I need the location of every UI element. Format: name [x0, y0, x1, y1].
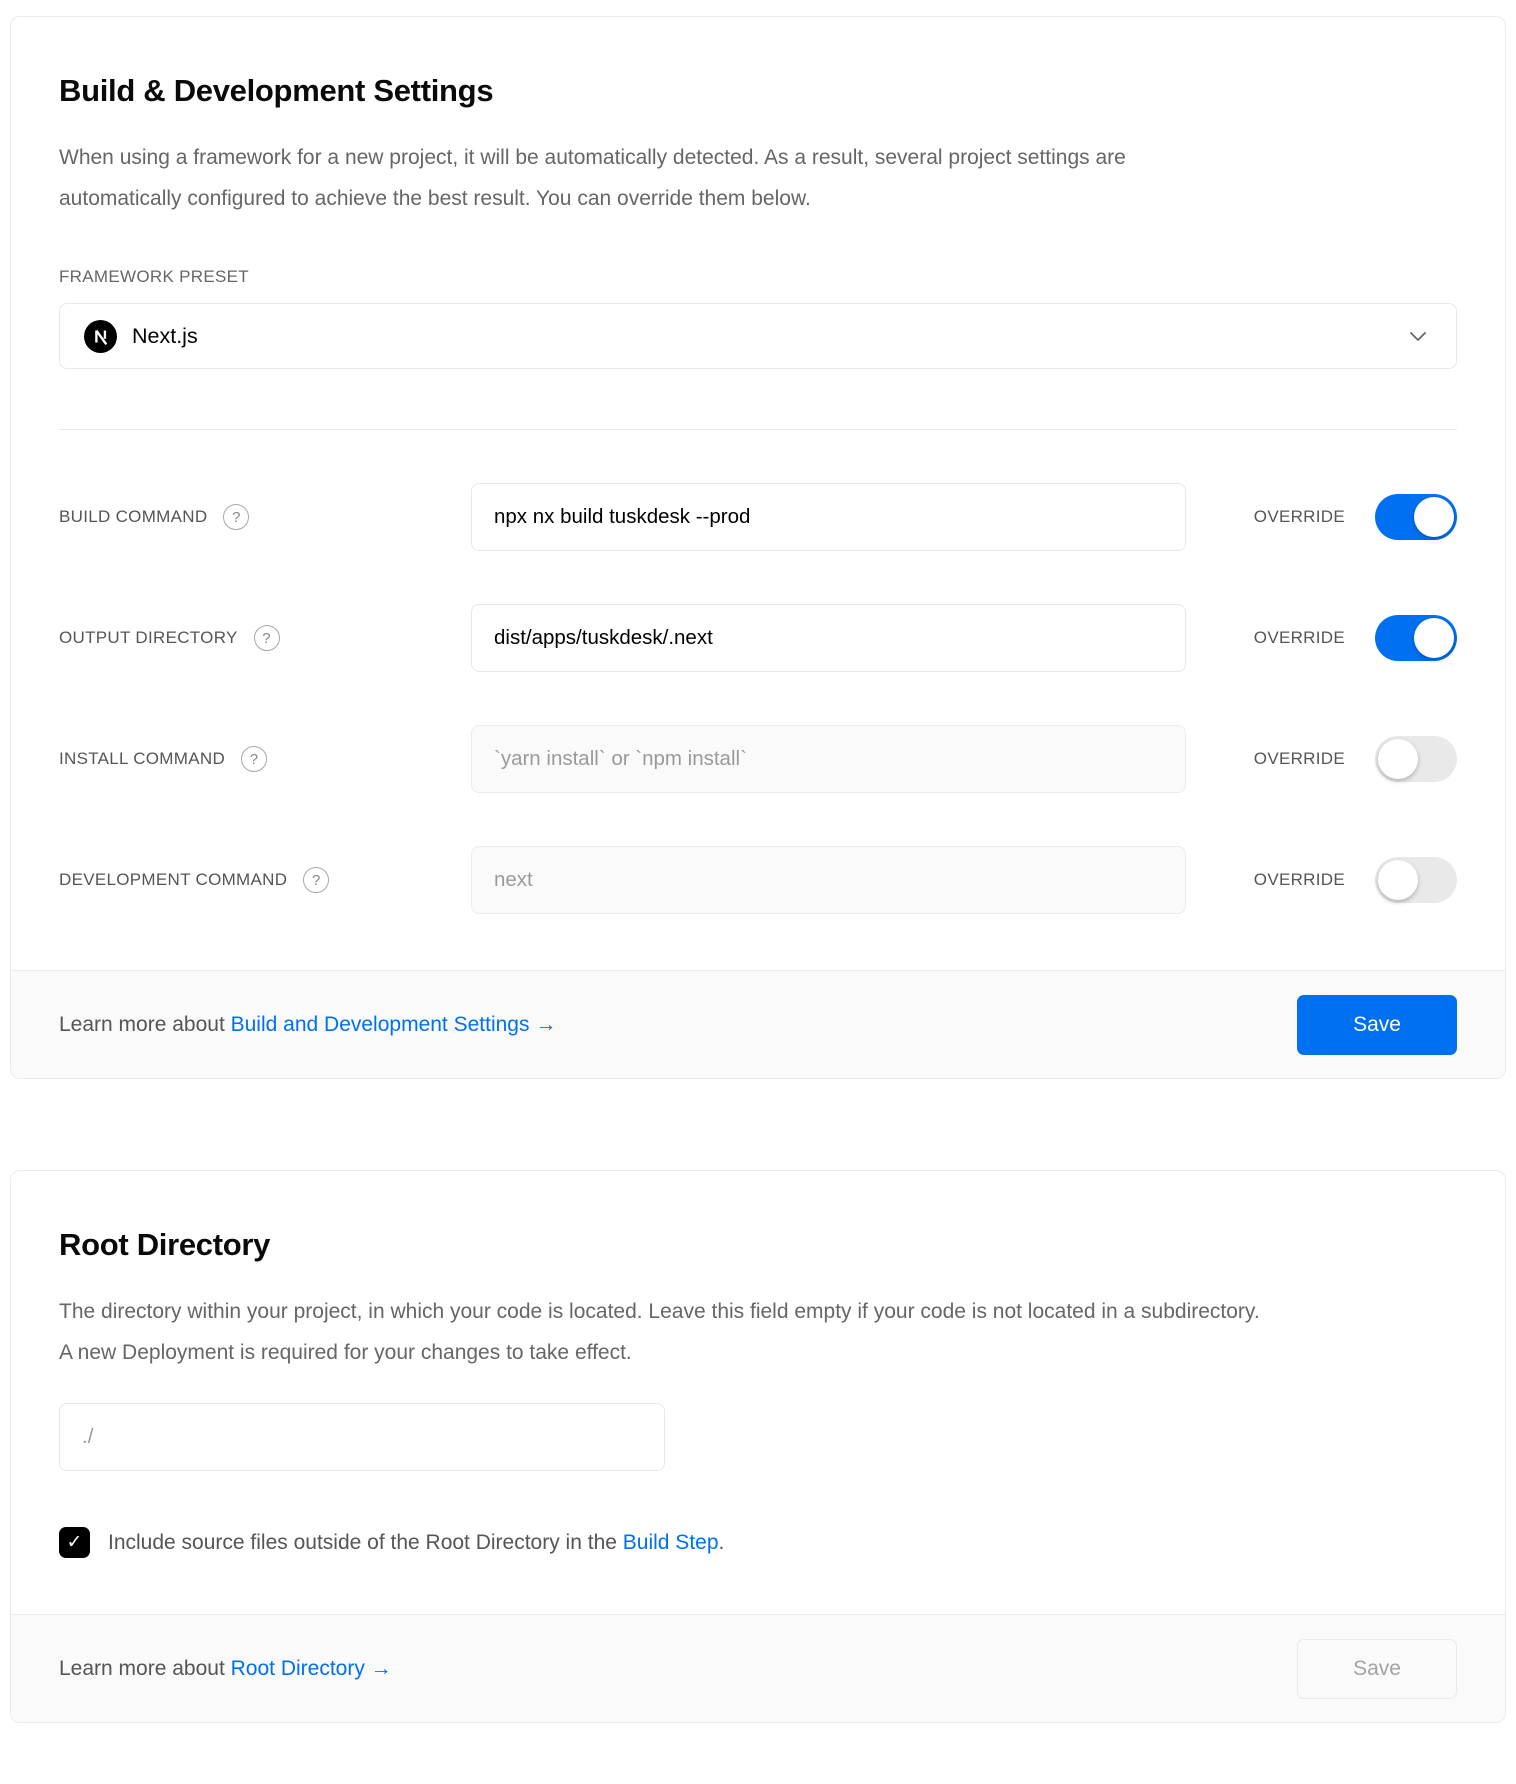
install-command-override-toggle[interactable] — [1375, 736, 1457, 782]
toggle-knob — [1414, 618, 1454, 658]
root-directory-docs-link[interactable]: Root Directory → — [230, 1656, 392, 1680]
development-command-input[interactable] — [471, 846, 1186, 914]
build-command-label: BUILD COMMAND — [59, 507, 208, 526]
build-settings-title: Build & Development Settings — [59, 73, 494, 108]
framework-preset-value: Next.js — [132, 323, 198, 348]
output-directory-input[interactable] — [471, 604, 1186, 672]
install-command-row — [59, 725, 1457, 793]
override-label: OVERRIDE — [1253, 870, 1345, 889]
install-command-input[interactable] — [471, 725, 1186, 793]
root-directory-title: Root Directory — [59, 1227, 271, 1262]
development-command-override-toggle[interactable] — [1375, 857, 1457, 903]
build-settings-save-button[interactable]: Save — [1297, 995, 1457, 1055]
checkmark-icon: ✓ — [66, 1532, 83, 1553]
install-command-label: INSTALL COMMAND — [59, 749, 226, 768]
root-directory-save-button[interactable]: Save — [1297, 1639, 1457, 1699]
learn-more-text: Learn more about — [59, 1656, 225, 1680]
root-directory-footer — [11, 1614, 1505, 1722]
build-command-row — [59, 483, 1457, 551]
section-divider — [59, 429, 1457, 430]
include-source-files-label: Include source files outside of the Root Directory in the — [108, 1530, 617, 1554]
toggle-knob — [1414, 497, 1454, 537]
help-icon[interactable]: ? — [303, 867, 329, 893]
help-icon[interactable]: ? — [241, 746, 267, 772]
development-command-label: DEVELOPMENT COMMAND — [59, 870, 288, 889]
build-settings-footer — [11, 970, 1505, 1078]
output-directory-override-toggle[interactable] — [1375, 615, 1457, 661]
chevron-down-icon — [1406, 324, 1430, 348]
output-directory-label: OUTPUT DIRECTORY — [59, 628, 238, 647]
root-directory-input[interactable] — [59, 1403, 665, 1471]
arrow-right-icon: → — [370, 1656, 392, 1680]
build-command-override-toggle[interactable] — [1375, 494, 1457, 540]
framework-preset-label: FRAMEWORK PRESET — [59, 267, 249, 286]
build-settings-docs-link[interactable]: Build and Development Settings → — [230, 1012, 557, 1036]
help-icon[interactable]: ? — [254, 625, 280, 651]
override-label: OVERRIDE — [1253, 507, 1345, 526]
development-command-row — [59, 846, 1457, 914]
override-label: OVERRIDE — [1253, 628, 1345, 647]
build-settings-card — [10, 16, 1506, 1079]
nextjs-logo-icon — [84, 320, 117, 353]
learn-more-text: Learn more about — [59, 1012, 225, 1036]
help-icon[interactable]: ? — [223, 504, 249, 530]
include-source-files-checkbox[interactable] — [59, 1527, 90, 1558]
toggle-knob — [1378, 739, 1418, 779]
toggle-knob — [1378, 860, 1418, 900]
output-directory-row — [59, 604, 1457, 672]
override-label: OVERRIDE — [1253, 749, 1345, 768]
build-step-link[interactable]: Build Step — [622, 1530, 719, 1554]
root-directory-description: The directory within your project, in which your code is located. Leave this field empty if your code is not located in a subdirectory. A new Deployment is required for your changes to take effect. — [59, 1300, 1260, 1364]
root-directory-card — [10, 1170, 1506, 1723]
build-settings-description: When using a framework for a new project, it will be automatically detected. As a result, several project settings are automatically configured to achieve the best result. You can override them below. — [59, 146, 1126, 210]
include-source-files-row — [59, 1527, 1457, 1558]
sentence-period: . — [718, 1530, 725, 1554]
framework-preset-select[interactable] — [59, 303, 1457, 369]
build-command-input[interactable] — [471, 483, 1186, 551]
arrow-right-icon: → — [535, 1012, 557, 1036]
